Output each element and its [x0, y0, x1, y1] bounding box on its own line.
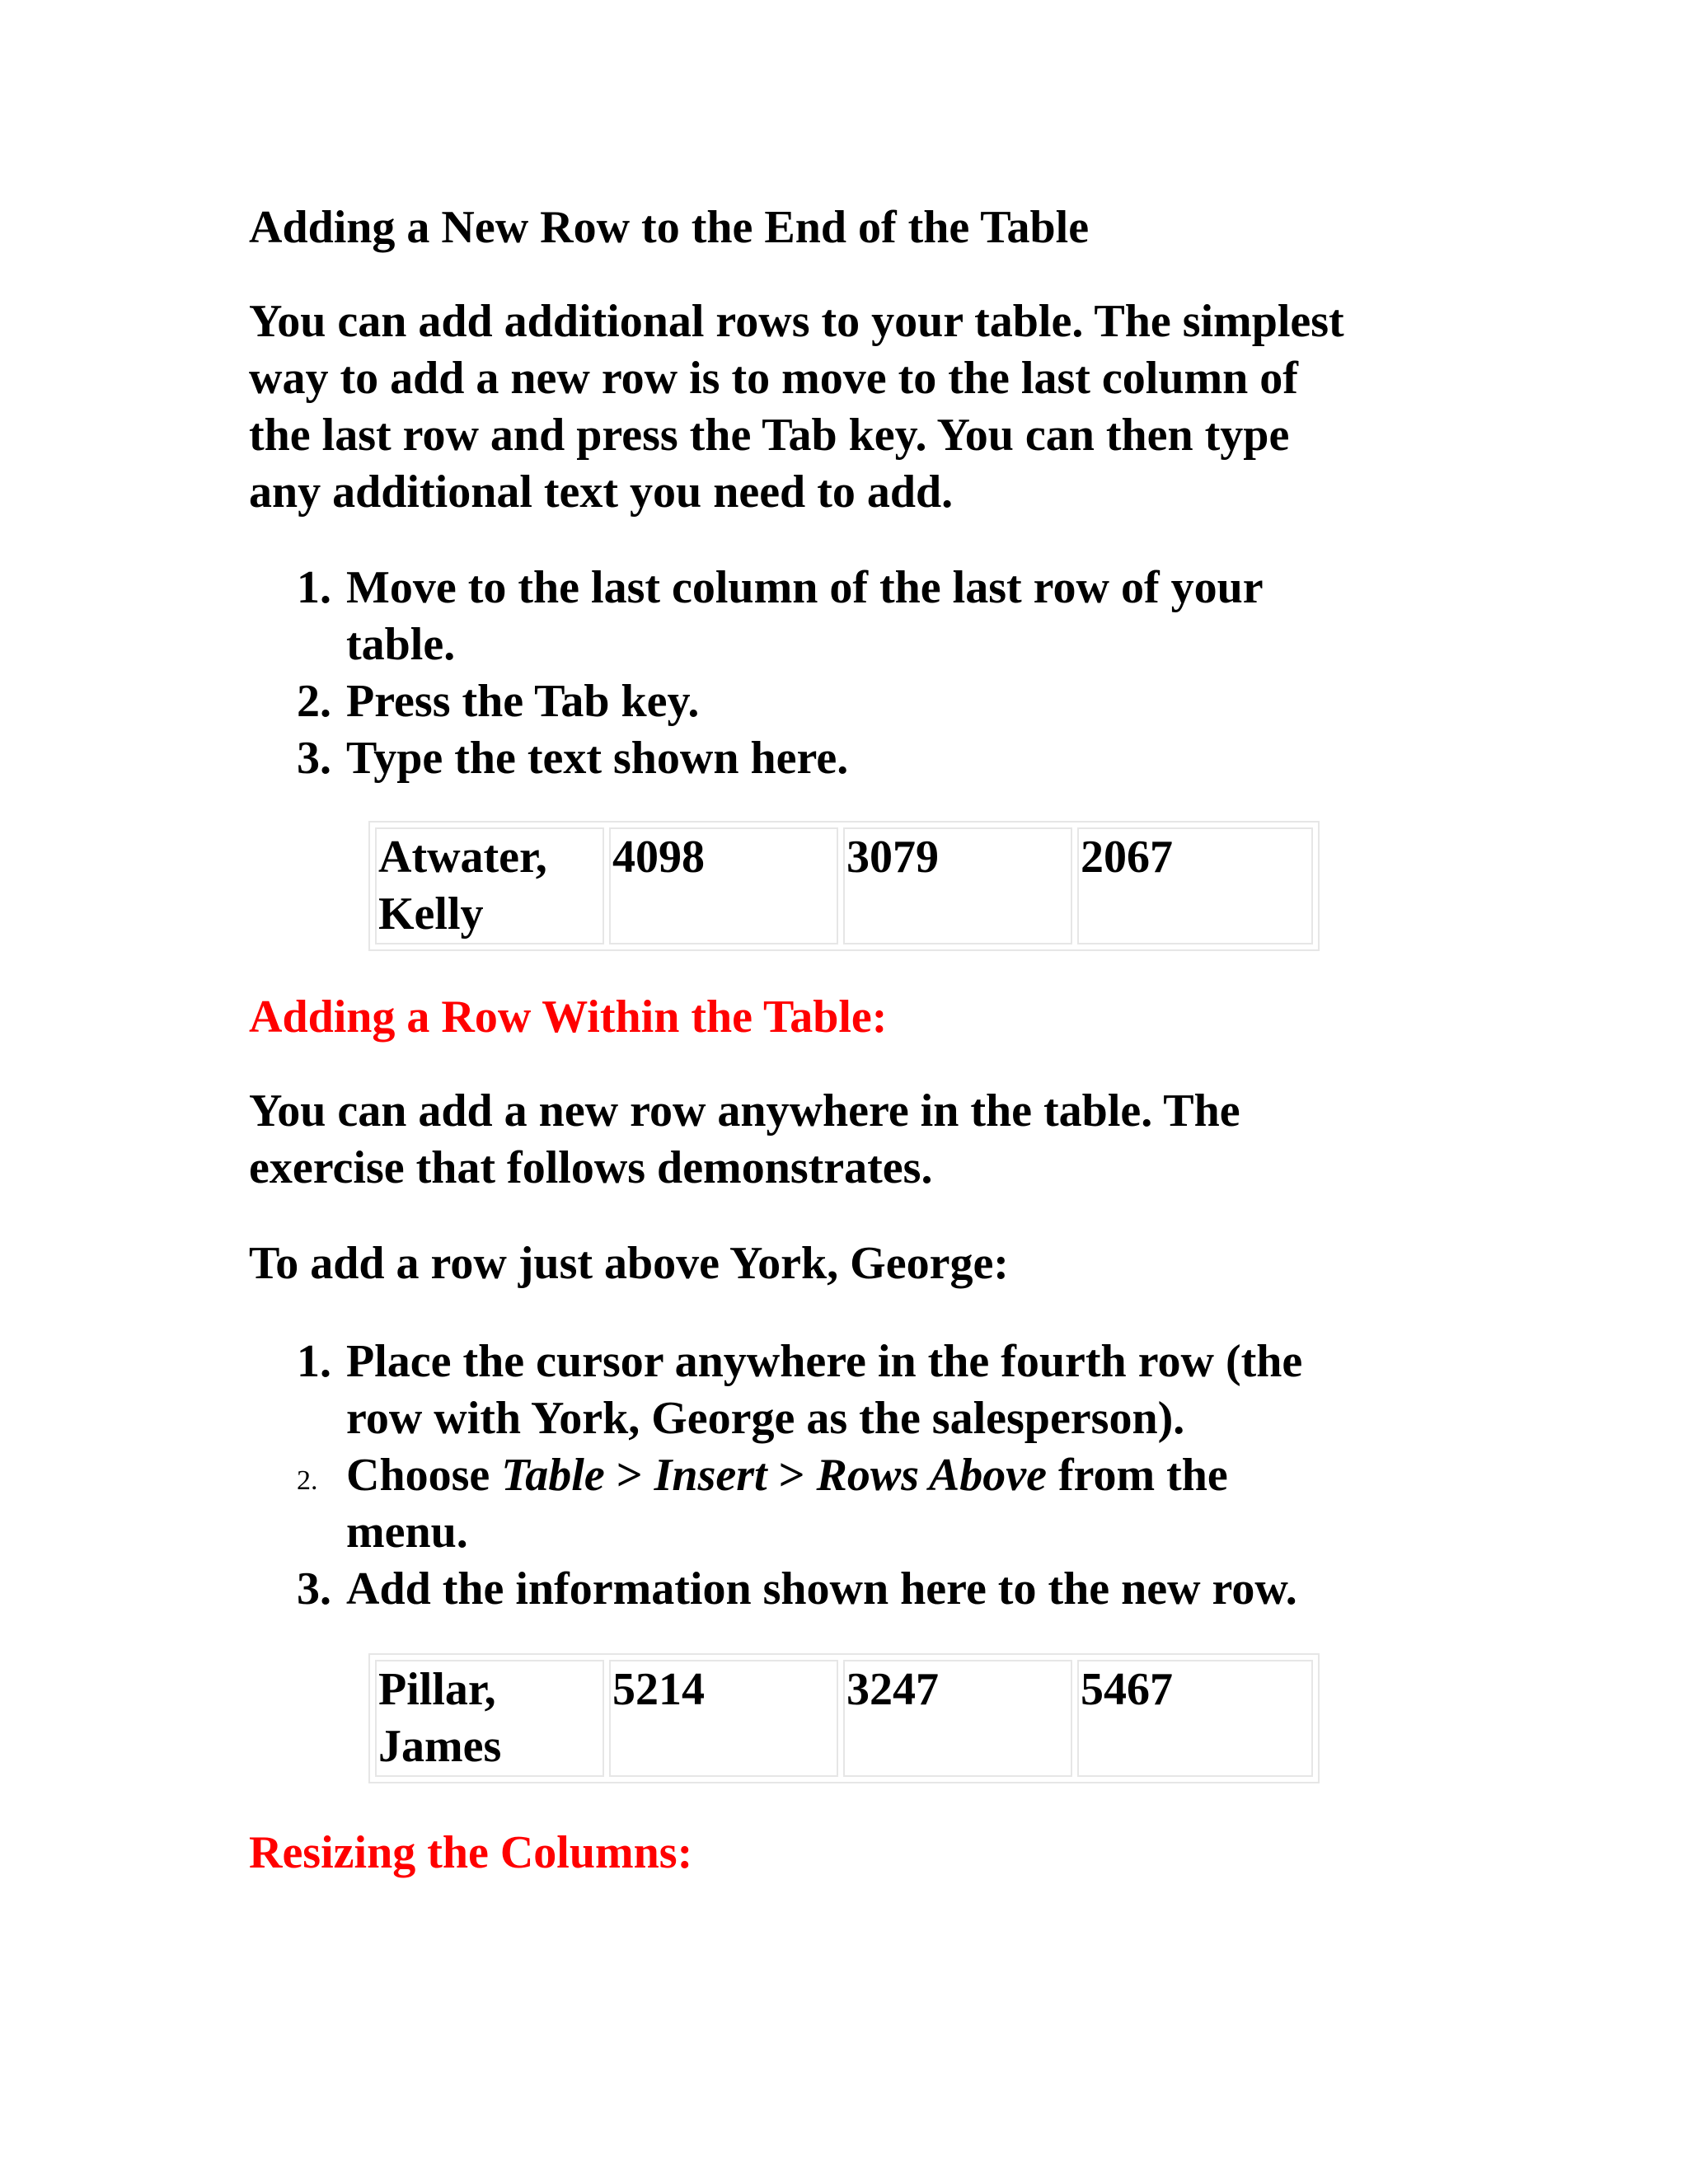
menu-path-insert: Insert	[654, 1450, 767, 1501]
step-text-part: from the	[1046, 1450, 1228, 1501]
menu-path-separator: >	[604, 1450, 654, 1501]
cell-text: James	[378, 1721, 502, 1772]
menu-path-table: Table	[501, 1450, 605, 1501]
list-number: 2.	[297, 676, 331, 727]
intro-line: exercise that follows demonstrates.	[249, 1142, 933, 1193]
list-number: 3.	[297, 733, 331, 784]
list-item	[297, 1561, 1302, 1618]
menu-path-separator: >	[767, 1450, 817, 1501]
intro-paragraph-within	[249, 1083, 1240, 1197]
intro-line: You can add additional rows to your table. The simplest	[249, 296, 1344, 347]
step-text	[346, 1447, 1302, 1504]
list-number: 1.	[297, 1336, 331, 1387]
step-text: Place the cursor anywhere in the fourth row (the	[346, 1336, 1303, 1387]
table-row	[375, 1660, 1313, 1777]
step-text: Type the text shown here.	[346, 733, 849, 784]
step-text-part: Choose	[346, 1450, 502, 1501]
list-item	[297, 673, 1264, 730]
cell-text: Kelly	[378, 888, 484, 940]
intro-line: You can add a new row anywhere in the table. The	[249, 1085, 1240, 1137]
step-text: Press the Tab key.	[346, 676, 700, 727]
step-text: row with York, George as the salesperson).	[346, 1393, 1185, 1444]
step-text: menu.	[346, 1507, 468, 1558]
intro-line: any additional text you need to add.	[249, 466, 954, 518]
table-cell-value: 3247	[843, 1660, 1072, 1777]
menu-path-rows-above: Rows Above	[816, 1450, 1047, 1501]
step-text: Move to the last column of the last row of your	[346, 562, 1264, 613]
list-item	[297, 730, 1264, 787]
list-item	[297, 1333, 1302, 1447]
steps-list-add-row-within	[297, 1333, 1302, 1618]
intro-paragraph	[249, 293, 1344, 521]
steps-list-add-row-end	[297, 560, 1264, 787]
step-text: Add the information shown here to the new row.	[346, 1563, 1297, 1615]
list-number: 2.	[297, 1465, 318, 1496]
list-number: 1.	[297, 562, 331, 613]
step-text: table.	[346, 619, 456, 670]
section-heading-add-row-within: Adding a Row Within the Table:	[249, 991, 888, 1043]
cell-text: Pillar,	[378, 1664, 496, 1715]
table-cell-name	[375, 827, 604, 944]
list-item	[297, 1447, 1302, 1561]
table-cell-value: 5467	[1077, 1660, 1313, 1777]
list-number: 3.	[297, 1563, 331, 1615]
table-cell-value: 3079	[843, 827, 1072, 944]
table-cell-value: 4098	[609, 827, 838, 944]
intro-line: the last row and press the Tab key. You can then type	[249, 410, 1290, 461]
table-cell-value: 2067	[1077, 827, 1313, 944]
table-cell-value: 5214	[609, 1660, 838, 1777]
example-table-pillar	[368, 1653, 1320, 1783]
lead-sentence: To add a row just above York, George:	[249, 1238, 1009, 1289]
intro-line: way to add a new row is to move to the last column of	[249, 353, 1298, 404]
table-row	[375, 827, 1313, 944]
example-table-atwater	[368, 821, 1320, 951]
section-heading-resizing-columns: Resizing the Columns:	[249, 1827, 693, 1878]
list-item	[297, 560, 1264, 673]
section-heading-add-row-end: Adding a New Row to the End of the Table	[249, 202, 1090, 253]
cell-text: Atwater,	[378, 832, 547, 883]
table-cell-name	[375, 1660, 604, 1777]
